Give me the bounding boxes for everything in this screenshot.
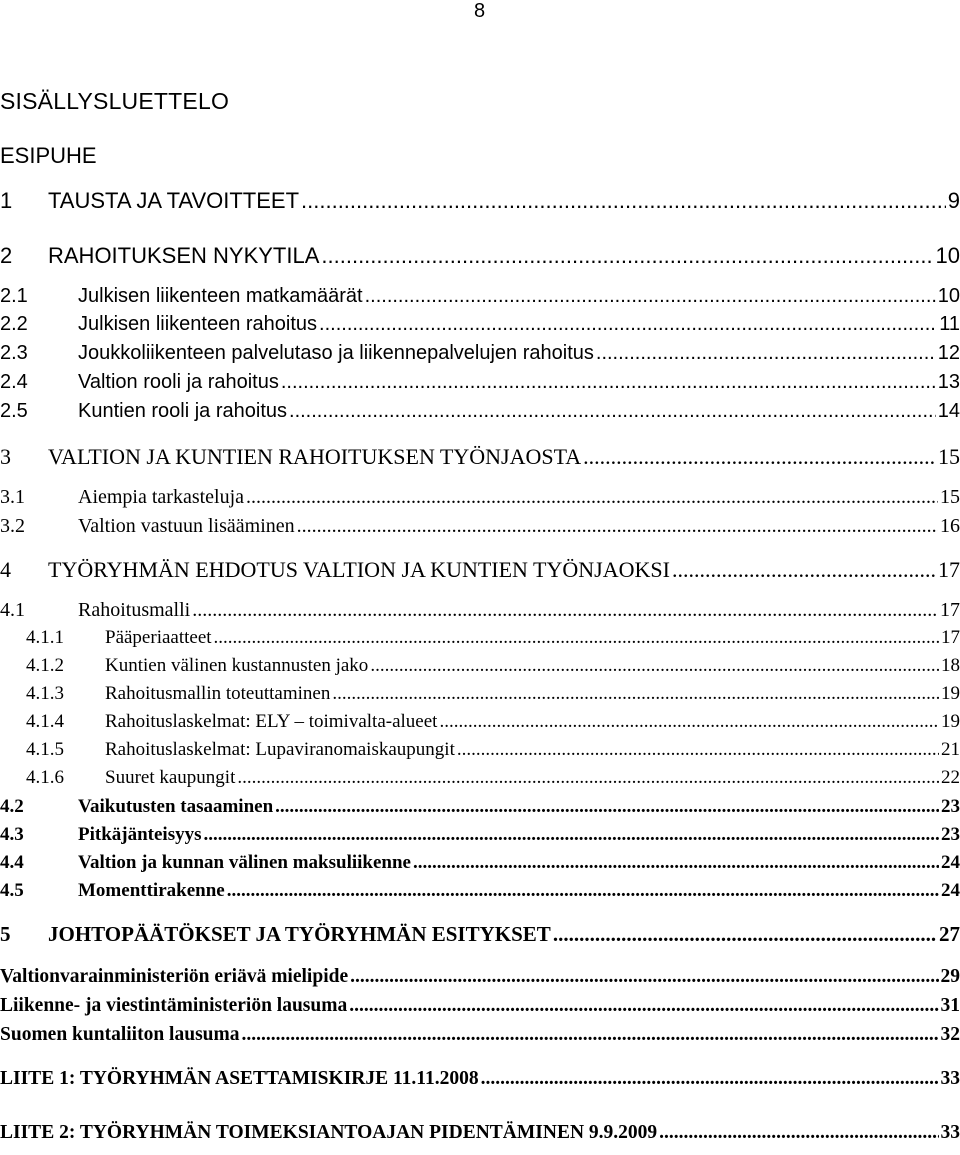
toc-entry-4-1-3[interactable] [0, 683, 960, 711]
toc-entry-page: 17 [941, 627, 960, 648]
toc-entry-title: Joukkoliikenteen palvelutaso ja liikennepalvelujen rahoitus [78, 342, 594, 364]
toc-entry-page: 13 [937, 371, 960, 393]
toc-entry-title: Pitkäjänteisyys [78, 824, 202, 845]
toc-entry-title: TYÖRYHMÄN EHDOTUS VALTION JA KUNTIEN TYÖNJAOKSI [48, 557, 670, 582]
toc-entry-number: 4.1.6 [26, 767, 64, 788]
toc-entry-page: 10 [935, 243, 960, 268]
toc-leader [192, 599, 938, 622]
toc-entry-number: 3 [0, 444, 11, 469]
toc-entry-page: 23 [941, 796, 960, 817]
toc-leader [214, 627, 939, 649]
toc-leader [237, 767, 939, 789]
toc-entry-page: 16 [940, 515, 960, 537]
toc-entry-title: Aiempia tarkasteluja [78, 486, 245, 508]
toc-entry-title: Rahoituslaskelmat: ELY – toimivalta-alueet [105, 711, 438, 732]
toc-entry-number: 2.4 [0, 371, 28, 393]
toc-entry-number: 1 [0, 188, 13, 213]
toc-entry-title: Julkisen liikenteen matkamäärät [78, 285, 363, 307]
toc-entry-title: VALTION JA KUNTIEN RAHOITUKSEN TYÖNJAOSTA [48, 444, 582, 469]
toc-entry-page: 19 [941, 711, 960, 732]
toc-entry-4[interactable] [0, 557, 960, 585]
toc-entry-appendix-1[interactable] [0, 1068, 960, 1096]
toc-entry-number: 2.5 [0, 400, 28, 422]
toc-entry-vm-opinion[interactable] [0, 966, 960, 994]
toc-entry-title: RAHOITUKSEN NYKYTILA [48, 243, 320, 268]
toc-entry-page: 24 [941, 852, 960, 873]
toc-entry-title: Suomen kuntaliiton lausuma [0, 1024, 240, 1045]
toc-entry-title: Rahoitusmallin toteuttaminen [105, 683, 331, 704]
toc-entry-4-2[interactable] [0, 796, 960, 824]
toc-entry-title: Kuntien välinen kustannusten jako [105, 655, 369, 676]
toc-leader [583, 444, 936, 470]
toc-entry-page: 14 [937, 400, 960, 422]
toc-entry-page: 31 [940, 995, 960, 1016]
toc-entry-3-1[interactable] [0, 486, 960, 514]
toc-entry-page: 24 [941, 880, 960, 901]
toc-entry-appendix-2[interactable] [0, 1122, 960, 1150]
toc-entry-page: 32 [940, 1024, 960, 1045]
toc-foreword-label: ESIPUHE [0, 143, 97, 168]
toc-entry-page: 15 [938, 444, 960, 469]
toc-entry-number: 3.1 [0, 486, 25, 508]
toc-entry-number: 2.2 [0, 313, 28, 335]
toc-entry-number: 5 [0, 922, 11, 946]
toc-leader [672, 557, 936, 583]
toc-entry-page: 19 [941, 683, 960, 704]
toc-entry-page: 12 [937, 342, 960, 364]
toc-entry-title: Rahoituslaskelmat: Lupaviranomaiskaupungit [105, 739, 455, 760]
toc-entry-title: Liikenne- ja viestintäministeriön lausuma [0, 995, 348, 1016]
toc-entry-title: Vaikutusten tasaaminen [78, 796, 274, 817]
toc-entry-title: Valtion vastuun lisääminen [78, 515, 295, 537]
toc-entry-lvm-statement[interactable] [0, 995, 960, 1023]
toc-leader [242, 1024, 939, 1046]
toc-entry-page: 21 [941, 739, 960, 760]
toc-entry-title: JOHTOPÄÄTÖKSET JA TYÖRYHMÄN ESITYKSET [48, 922, 551, 946]
toc-leader [457, 739, 939, 761]
toc-entry-number: 3.2 [0, 515, 25, 537]
toc-entry-4-1[interactable] [0, 599, 960, 627]
toc-entry-title: Pääperiaatteet [105, 627, 212, 648]
toc-entry-page: 18 [941, 655, 960, 676]
toc-entry-2-1[interactable] [0, 285, 960, 313]
toc-entry-number: 4.1.3 [26, 683, 64, 704]
toc-entry-page: 27 [939, 922, 960, 946]
toc-leader [350, 966, 938, 988]
toc-entry-title: Rahoitusmalli [78, 599, 191, 621]
toc-leader [365, 285, 936, 308]
toc-entry-kuntaliitto-statement[interactable] [0, 1024, 960, 1052]
toc-entry-title: Valtion rooli ja rahoitus [78, 371, 279, 393]
toc-leader [204, 824, 940, 846]
toc-entry-4-1-1[interactable] [0, 627, 960, 655]
toc-entry-4-1-4[interactable] [0, 711, 960, 739]
toc-leader [281, 371, 936, 394]
toc-entry-page: 22 [941, 767, 960, 788]
toc-leader [319, 313, 937, 336]
toc-leader [275, 796, 939, 818]
toc-entry-page: 33 [940, 1068, 960, 1089]
toc-leader [553, 922, 937, 947]
toc-entry-number: 2.1 [0, 285, 28, 307]
toc-entry-3[interactable] [0, 444, 960, 472]
toc-entry-title: Kuntien rooli ja rahoitus [78, 400, 288, 422]
toc-entry-page: 10 [937, 285, 960, 307]
toc-leader [349, 995, 938, 1017]
toc-entry-2-2[interactable] [0, 313, 960, 341]
toc-entry-title: Valtion ja kunnan välinen maksuliikenne [78, 852, 411, 873]
toc-leader [413, 852, 939, 874]
toc-leader [439, 711, 939, 733]
toc-entry-2[interactable] [0, 243, 960, 271]
toc-entry-number: 2 [0, 243, 13, 268]
toc-entry-number: 4.4 [0, 852, 24, 873]
toc-entry-title: LIITE 1: TYÖRYHMÄN ASETTAMISKIRJE 11.11.2008 [0, 1068, 479, 1089]
toc-entry-page: 17 [940, 599, 960, 621]
toc-entry-page: 9 [947, 188, 960, 213]
toc-entry-title: Momenttirakenne [78, 880, 225, 901]
toc-entry-number: 4.1.5 [26, 739, 64, 760]
toc-entry-number: 4.1.2 [26, 655, 64, 676]
toc-entry-number: 2.3 [0, 342, 28, 364]
toc-entry-page: 23 [941, 824, 960, 845]
toc-entry-2-5[interactable] [0, 400, 960, 428]
toc-entry-4-4[interactable] [0, 852, 960, 880]
toc-entry-page: 17 [938, 557, 960, 582]
toc-leader [370, 655, 939, 677]
toc-leader [301, 188, 946, 214]
toc-leader [297, 515, 938, 538]
toc-entry-title: Julkisen liikenteen rahoitus [78, 313, 318, 335]
toc-entry-1[interactable] [0, 188, 960, 216]
toc-leader [481, 1068, 939, 1090]
toc-entry-page: 33 [940, 1122, 960, 1143]
toc-entry-page: 11 [939, 313, 960, 335]
toc-leader [289, 400, 936, 423]
toc-entry-4-3[interactable] [0, 824, 960, 852]
toc-entry-number: 4.2 [0, 796, 24, 817]
toc-entry-title: TAUSTA JA TAVOITTEET [48, 188, 300, 213]
toc-entry-2-3[interactable] [0, 342, 960, 370]
toc-entry-2-4[interactable] [0, 371, 960, 399]
toc-leader [332, 683, 939, 705]
toc-title: SISÄLLYSLUETTELO [0, 88, 230, 114]
toc-leader [659, 1122, 938, 1144]
toc-entry-number: 4.5 [0, 880, 24, 901]
toc-entry-number: 4.1.1 [26, 627, 64, 648]
toc-entry-number: 4.1 [0, 599, 25, 621]
toc-entry-5[interactable] [0, 922, 960, 950]
toc-entry-4-1-2[interactable] [0, 655, 960, 683]
toc-entry-title: LIITE 2: TYÖRYHMÄN TOIMEKSIANTOAJAN PIDENTÄMINEN 9.9.2009 [0, 1122, 658, 1143]
toc-foreword[interactable] [0, 143, 960, 171]
toc-entry-4-1-5[interactable] [0, 739, 960, 767]
toc-leader [596, 342, 936, 365]
toc-entry-title: Suuret kaupungit [105, 767, 236, 788]
toc-entry-4-1-6[interactable] [0, 767, 960, 795]
toc-entry-3-2[interactable] [0, 515, 960, 543]
toc-entry-number: 4 [0, 557, 11, 582]
toc-entry-number: 4.3 [0, 824, 24, 845]
toc-leader [227, 880, 939, 902]
toc-entry-4-5[interactable] [0, 880, 960, 908]
toc-entry-number: 4.1.4 [26, 711, 64, 732]
toc-leader [246, 486, 938, 509]
toc-entry-page: 15 [940, 486, 960, 508]
toc-entry-page: 29 [940, 966, 960, 987]
toc-entry-title: Valtionvarainministeriön eriävä mielipide [0, 966, 349, 987]
toc-leader [321, 243, 933, 269]
